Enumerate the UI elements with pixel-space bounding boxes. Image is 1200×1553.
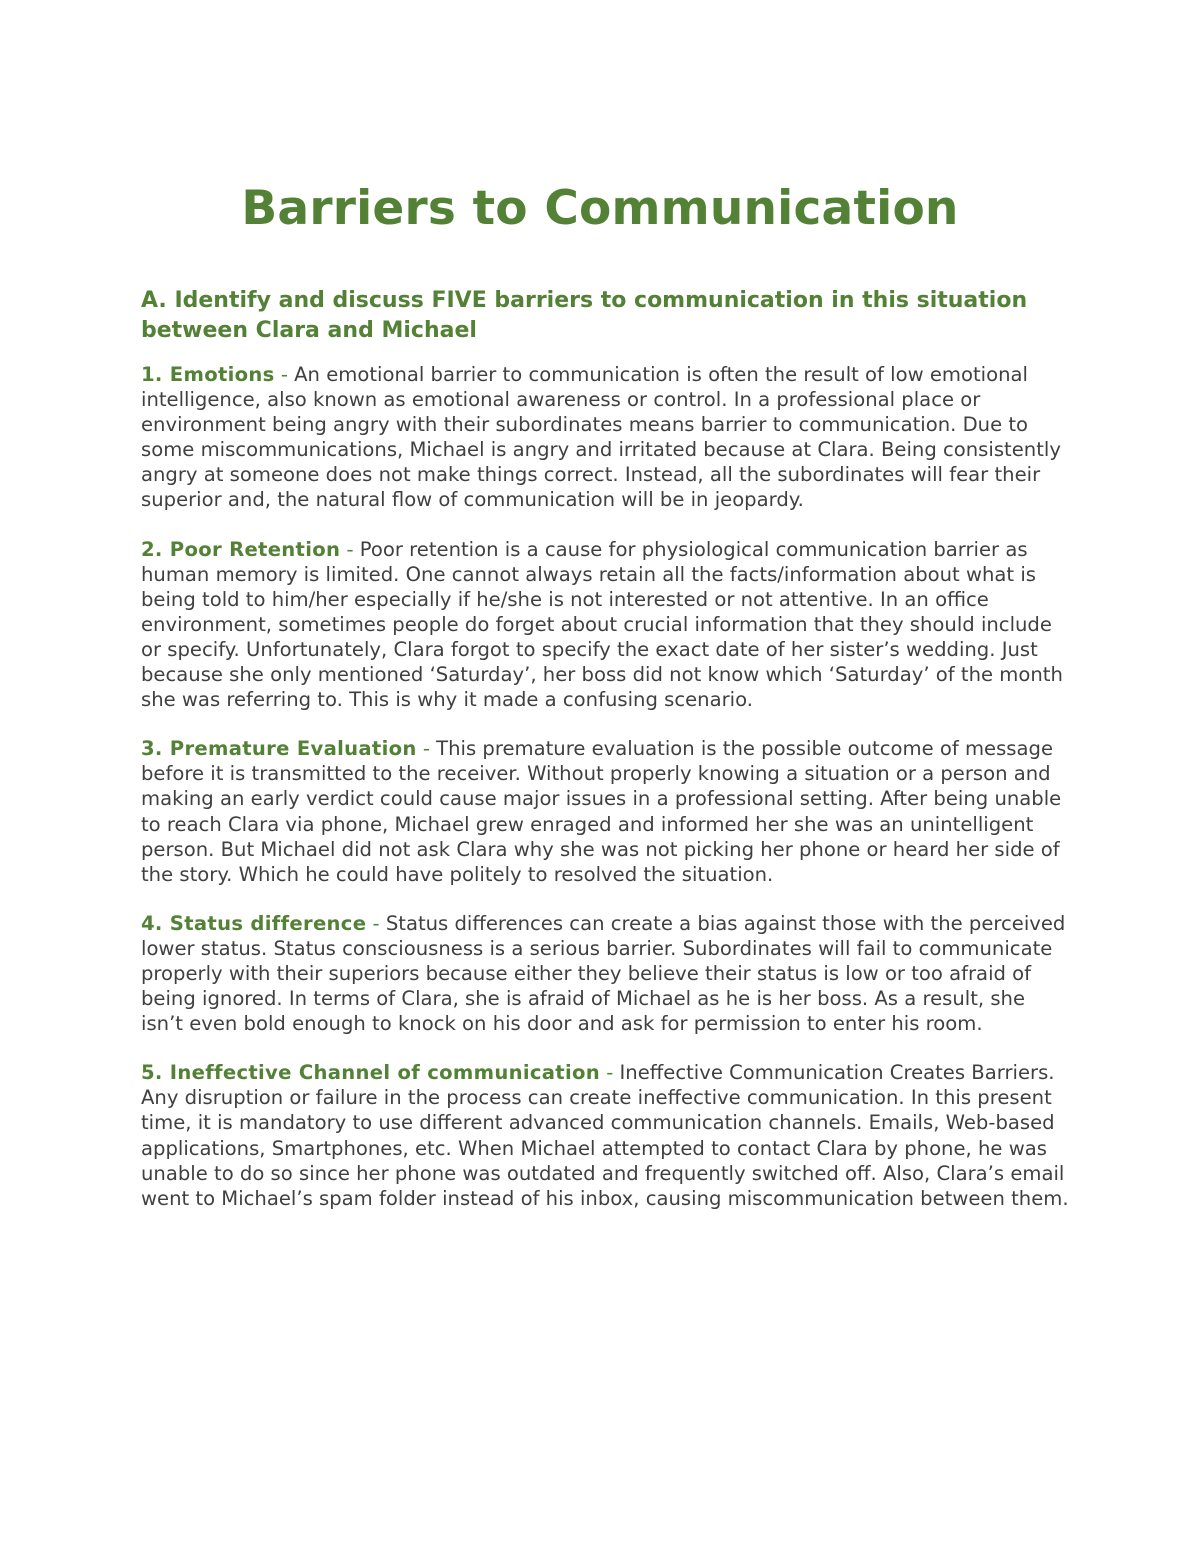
barrier-heading: 1. Emotions	[141, 363, 275, 386]
barrier-body: Poor retention is a cause for physiological communication barrier as human memory is limited. One cannot always retain all the facts/information about what is being told to him/her especially if he/she is not interested or not attentive. In an office environment, sometimes people do forget about crucial information that they should include or specify. Unfortunately, Clara forgot to specify the exact date of her sister’s wedding. Just because she only mentioned ‘Saturday’, her boss did not know which ‘Saturday’ of the month she was referring to. This is why it made a confusing scenario.	[141, 537, 1063, 712]
barrier-body: Status differences can create a bias against those with the perceived lower status. Status consciousness is a serious barrier. Subordinates will fail to communicate properly with their superiors because either they believe their status is low or too afraid of being ignored. In terms of Clara, she is afraid of Michael as he is her boss. As a result, she isn’t even bold enough to knock on his door and ask for permission to enter his room.	[141, 911, 1066, 1036]
barrier-heading: 2. Poor Retention	[141, 537, 341, 561]
barrier-separator: -	[274, 363, 295, 386]
barrier-body: This premature evaluation is the possible outcome of message before it is transmitted to the receiver. Without properly knowing a situation or a person and making an early verdict could cause major issues in a professional setting. After being unable to reach Clara via phone, Michael grew enraged and informed her she was an unintelligent person. But Michael did not ask Clara why she was not picking her phone or heard her side of the story. Which he could have politely to resolved the situation.	[141, 737, 1062, 886]
barrier-heading: 3. Premature Evaluation	[141, 737, 417, 761]
barrier-separator: -	[366, 911, 386, 935]
barrier-status-difference	[141, 911, 1071, 1036]
barrier-list	[141, 362, 1071, 1235]
barrier-emotions	[141, 362, 1071, 513]
barrier-heading: 4. Status difference	[141, 911, 367, 935]
document-title: Barriers to Communication	[241, 181, 959, 236]
barrier-ineffective-channel	[141, 1060, 1071, 1211]
barrier-separator: -	[416, 737, 437, 761]
barrier-body: An emotional barrier to communication is often the result of low emotional intelligence, also known as emotional awareness or control. In a professional place or environment being angry with their subordinates means barrier to communication. Due to some miscommunications, Michael is angry and irritated because at Clara. Being consistently angry at someone does not make things correct. Instead, all the subordinates will fear their superior and, the natural flow of communication will be in jeopardy.	[141, 363, 1061, 512]
barrier-separator: -	[340, 537, 360, 561]
barrier-poor-retention	[141, 537, 1071, 713]
barrier-body: Ineffective Communication Creates Barriers. Any disruption or failure in the process can create ineffective communication. In this present time, it is mandatory to use different advanced communication channels. Emails, Web-based applications, Smartphones, etc. When Michael attempted to contact Clara by phone, he was unable to do so since her phone was outdated and frequently switched off. Also, Clara’s email went to Michael’s spam folder instead of his inbox, causing miscommunication between them.	[141, 1061, 1069, 1210]
barrier-separator: -	[599, 1061, 620, 1085]
question-heading: A. Identify and discuss FIVE barriers to communication in this situation between Clara and Michael	[141, 288, 1028, 343]
barrier-heading: 5. Ineffective Channel of communication	[141, 1061, 600, 1085]
barrier-premature-evaluation	[141, 736, 1071, 887]
